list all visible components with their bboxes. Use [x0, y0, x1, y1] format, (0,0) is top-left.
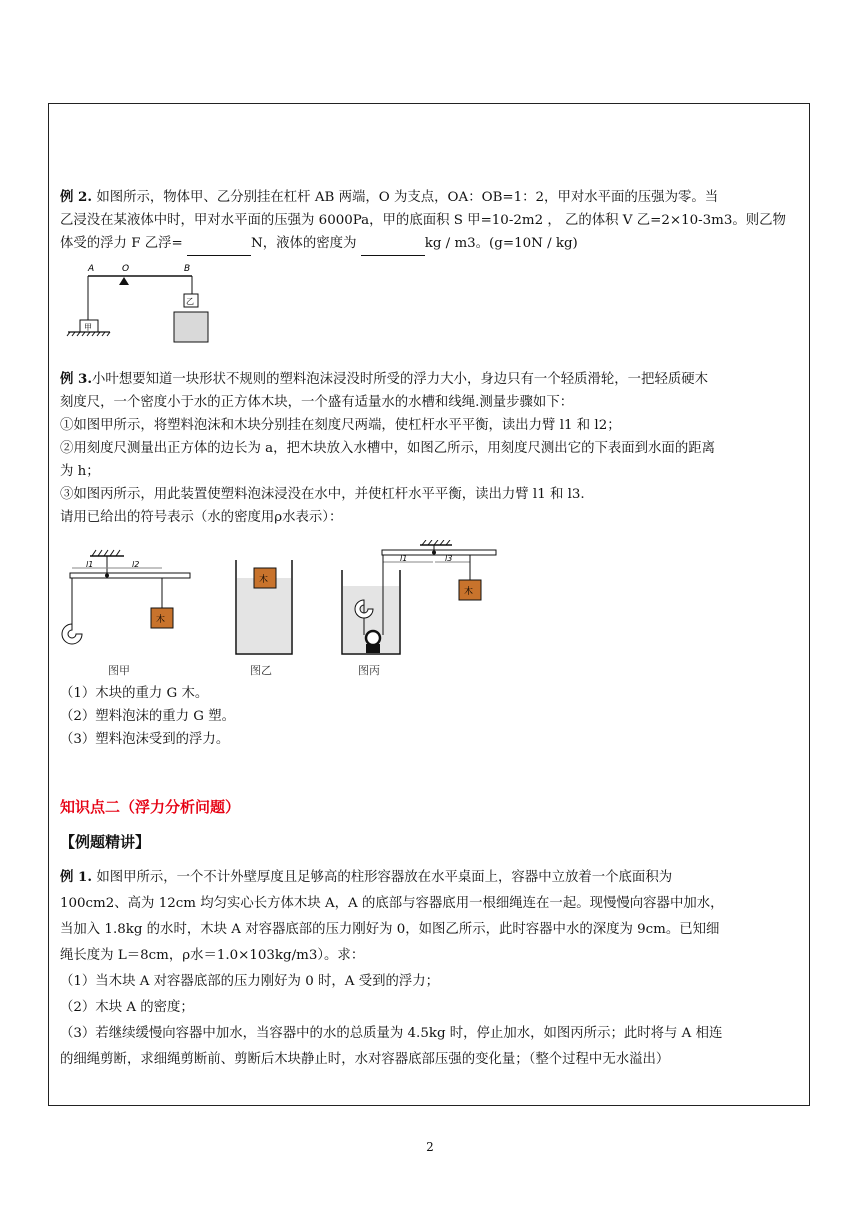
- figure-bing: [342, 540, 496, 677]
- label-o: O: [122, 264, 130, 274]
- wood-label: 木: [259, 575, 269, 585]
- example-1-label: 例 1.: [60, 869, 93, 885]
- example-3-text: [60, 368, 800, 529]
- example-2-text: [60, 186, 800, 256]
- example-3-line: 请用已给出的符号表示（水的密度用ρ水表示）：: [60, 510, 343, 525]
- example-3-label: 例 3.: [60, 371, 93, 387]
- wood-label: 木: [464, 587, 474, 597]
- example-1-line: 绳长度为 L＝8cm，ρ水＝1.0×103kg/m3）。求：: [60, 948, 365, 963]
- question-item: （2）塑料泡沫的重力 G 塑。: [60, 709, 236, 724]
- figure-bing-caption: 图丙: [358, 664, 380, 677]
- answer-blank: [187, 232, 251, 256]
- fulcrum-icon: [119, 277, 129, 285]
- answer-blank: [361, 232, 425, 256]
- example-1-line: 如图甲所示，一个不计外壁厚度且足够高的柱形容器放在水平桌面上，容器中立放着一个底面积为: [96, 870, 673, 885]
- example-3-line: ①如图甲所示，将塑料泡沫和木块分别挂在刻度尺两端，使杠杆水平平衡，读出力臂 l1 和 l2；: [60, 418, 621, 433]
- label-b: B: [184, 264, 191, 274]
- figure-yi-caption: 图乙: [250, 664, 272, 677]
- liquid-container: [174, 312, 208, 342]
- l2-label: l2: [132, 560, 140, 569]
- example-1-line: （2）木块 A 的密度；: [60, 1000, 194, 1015]
- section-title: 知识点二（浮力分析问题）: [60, 798, 241, 816]
- example-2-line: 乙浸没在某液体中时，甲对水平面的压强为 6000Pa，甲的底面积 S 甲=10-2m2 ， 乙的体积 V 乙=2×10-3m3。则乙物: [60, 213, 786, 228]
- lever-figures-ex3: [60, 540, 520, 682]
- water: [237, 578, 291, 653]
- foam-icon: [62, 624, 82, 644]
- wood-label: 木: [156, 615, 166, 625]
- lever-figure-ex2: [60, 262, 220, 344]
- example-3-line: ③如图丙所示，用此装置使塑料泡沫浸没在水中，并使杠杆水平平衡，读出力臂 l1 和 l3.: [60, 487, 585, 502]
- example-3-questions: [60, 682, 800, 751]
- example-1-line: 的细绳剪断，求细绳剪断前、剪断后木块静止时，水对容器底部压强的变化量；（整个过程中无水溢出）: [60, 1052, 670, 1067]
- example-2-label: 例 2.: [60, 189, 93, 205]
- block-yi-label: 乙: [186, 297, 194, 306]
- example-3-line: 为 h；: [60, 464, 100, 479]
- example-3-line: ②用刻度尺测量出正方体的边长为 a，把木块放入水槽中，如图乙所示，用刻度尺测出它的下表面到水面的距离: [60, 441, 715, 456]
- example-1-line: 100cm2、高为 12cm 均匀实心长方体木块 A，A 的底部与容器底用一根细绳连在一起。现慢慢向容器中加水，: [60, 896, 724, 911]
- figure-yi: [236, 560, 292, 677]
- l3-label: l3: [445, 554, 453, 563]
- l1-label: l1: [86, 560, 94, 569]
- example-2-line: 如图所示，物体甲、乙分别挂在杠杆 AB 两端，O 为支点，OA：OB=1：2，甲对水平面的压强为零。当: [96, 190, 719, 205]
- section-subtitle: 【例题精讲】: [60, 833, 151, 851]
- block-jia-label: 甲: [84, 323, 92, 332]
- example-3-line: 小叶想要知道一块形状不规则的塑料泡沫浸没时所受的浮力大小，身边只有一个轻质滑轮，一把轻质硬木: [92, 372, 709, 387]
- pulley-icon: [366, 631, 380, 645]
- example-1-line: 当加入 1.8kg 的水时，木块 A 对容器底部的压力刚好为 0，如图乙所示，此时容器中水的深度为 9cm。已知细: [60, 922, 720, 937]
- example-2-line: 体受的浮力 F 乙浮= N，液体的密度为 kg / m3。(g=10N / kg): [60, 232, 800, 256]
- figure-jia-caption: 图甲: [108, 664, 130, 677]
- l1-label: l1: [400, 554, 408, 563]
- question-item: （1）木块的重力 G 木。: [60, 686, 209, 701]
- example-3-line: 刻度尺，一个密度小于水的正方体木块，一个盛有适量水的水槽和线绳.测量步骤如下：: [60, 395, 574, 410]
- figure-jia: [62, 550, 190, 677]
- example-1-line: （1）当木块 A 对容器底部的压力刚好为 0 时，A 受到的浮力；: [60, 974, 440, 989]
- example-1-text: [60, 864, 800, 1073]
- page-number: 2: [426, 1140, 434, 1154]
- question-item: （3）塑料泡沫受到的浮力。: [60, 732, 230, 747]
- example-1-line: （3）若继续缓慢向容器中加水，当容器中的水的总质量为 4.5kg 时，停止加水，如图丙所示；此时将与 A 相连: [60, 1026, 723, 1041]
- label-a: A: [88, 264, 95, 274]
